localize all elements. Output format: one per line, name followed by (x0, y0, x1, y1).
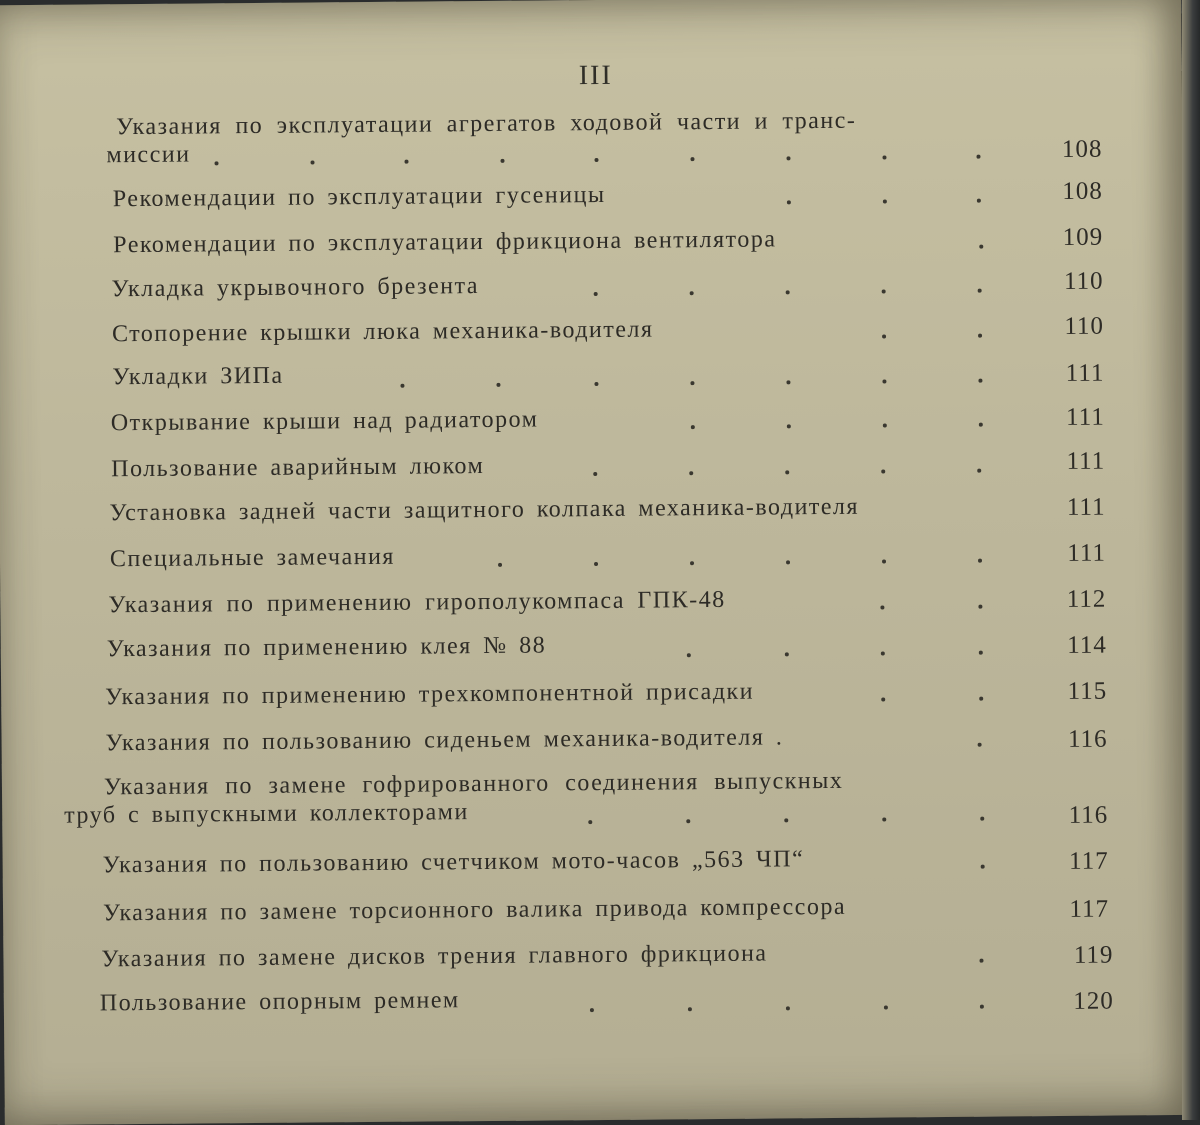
toc-entry-title: Пользование опорным ремнем (99, 987, 460, 1017)
toc-entry-page: 117 (1069, 895, 1110, 923)
toc-entry-page: 117 (1068, 847, 1109, 875)
toc-entry-page: 111 (1066, 447, 1106, 475)
toc-entry-title-continued: труб с выпускными коллекторами (64, 799, 469, 829)
toc-entry-title-continued: миссии (106, 141, 191, 169)
toc-entry-title: Указания по замене торсионного валика привода компрессора (102, 893, 847, 927)
toc-entry-page: 120 (1073, 987, 1114, 1015)
toc-entry-page: 109 (1062, 223, 1104, 251)
toc-entry-title: Указания по применению гирополукомпаса ГПК-48 (108, 586, 726, 619)
toc-entry-page: 119 (1073, 941, 1114, 969)
toc-entry-title: Рекомендации по эксплуатации гусеницы (112, 181, 606, 213)
toc-entry-page: 110 (1064, 312, 1105, 340)
toc-entry-title: Указания по замене дисков трения главного фрикциона (101, 940, 768, 973)
toc-entry-page: 108 (1061, 135, 1103, 163)
toc-entry-title: Укладка укрывочного брезента (111, 273, 480, 303)
toc-entry-title: Указания по применению клея № 88 (106, 632, 547, 663)
toc-entry-page: 111 (1066, 493, 1106, 521)
toc-entry-page: 108 (1062, 177, 1103, 205)
toc-entry-page: 111 (1067, 539, 1107, 567)
toc-entry-title: Стопорение крышки люка механика-водителя (111, 316, 654, 348)
toc-entry-page: 111 (1065, 359, 1105, 387)
toc-entry-page: 115 (1067, 677, 1108, 705)
toc-entry-page: 114 (1067, 631, 1107, 659)
toc-entry-title: Указания по пользованию сиденьем механика-водителя . (105, 724, 784, 757)
toc-entry-page: 116 (1068, 801, 1109, 829)
page-edge-shadow (1182, 0, 1200, 1120)
toc-entry-title: Пользование аварийным люком (111, 453, 485, 483)
toc-entry-title: Рекомендации по эксплуатации фрикциона вентилятора (113, 226, 777, 259)
toc-entry-title: Установка задней части защитного колпака механика-водителя (109, 493, 860, 527)
toc-entry-title: Указания по применению трехкомпонентной присадки (105, 678, 755, 711)
toc-entry-title: Специальные замечания (109, 543, 395, 573)
toc-entry-title: Указания по замене гофрированного соединения выпускных (103, 767, 844, 801)
toc-entry-title: Указания по пользованию счетчиком мото-часов „563 ЧП“ (102, 846, 805, 879)
toc-entry-title: Указания по эксплуатации агрегатов ходовой части и транс- (116, 107, 857, 141)
page-number: III (578, 59, 613, 92)
toc-entry-page: 110 (1063, 267, 1104, 295)
toc-entry-page: 111 (1065, 403, 1105, 431)
toc-entry-page: 112 (1066, 585, 1107, 613)
toc-entry-page: 116 (1067, 725, 1108, 753)
toc-entry-title: Открывание крыши над радиатором (110, 406, 539, 437)
toc-entry-title: Укладки ЗИПа (112, 362, 284, 391)
